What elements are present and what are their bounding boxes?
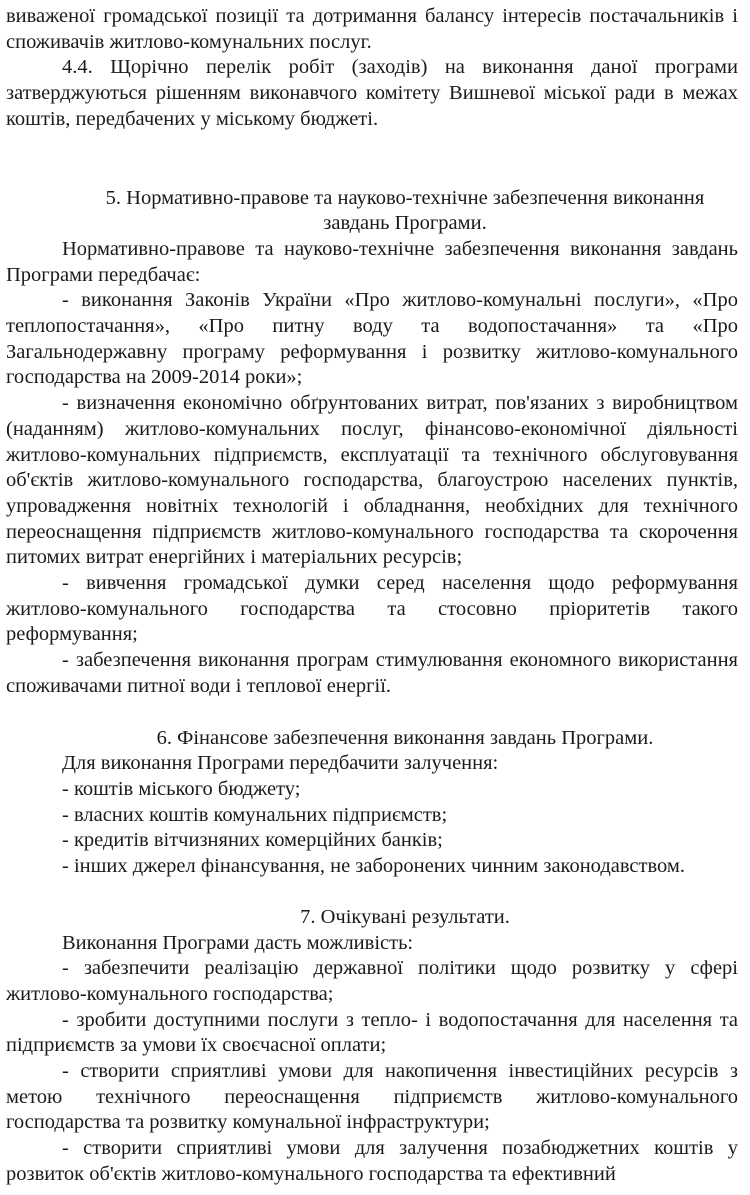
section-6-lead: Для виконання Програми передбачити залучення: [62, 752, 499, 775]
section-7-item: - створити сприятливі умови для накопичення інвестиційних ресурсів з метою технічного переоснащення підприємств житлово-комунального господарства та розвитку комунальної інфраструктури; [6, 1060, 738, 1134]
document-page [6, 4, 738, 1188]
section-7-item: - забезпечити реалізацію державної політики щодо розвитку у сфері житлово-комунального господарства; [6, 957, 738, 1005]
section-6-item: - кредитів вітчизняних комерційних банків; [62, 829, 443, 852]
section-5-item: - виконання Законів України «Про житлово-комунальні послуги», «Про теплопостачання», «Про питну воду та водопостачання» та «Про Загальнодержавну програму реформування і розвитку житлово-комунального господарства на 2009-2014 роки»; [6, 289, 738, 389]
section-5-item: - визначення економічно обґрунтованих витрат, пов'язаних з виробництвом (наданням) житлово-комунальних послуг, фінансово-економічної діяльності житлово-комунальних підприємств, експлуатації та технічного обслуговування об'єктів житлово-комунального господарства, благоустрою населених пунктів, упровадження новітніх технологій і обладнання, необхідних для технічного переоснащення підприємств житлово-комунального господарства та скорочення питомих витрат енергійних і матеріальних ресурсів; [6, 392, 738, 569]
section-6-item: - власних коштів комунальних підприємств; [62, 803, 448, 826]
spacer [6, 700, 738, 726]
section-5-lead: Нормативно-правове та науково-технічне забезпечення виконання завдань Програми передбачає: [6, 237, 738, 286]
section-6-item: - інших джерел фінансування, не заборонених чинним законодавством. [62, 855, 685, 878]
section-6-item: - коштів міського бюджету; [62, 777, 301, 800]
section-6-heading: 6. Фінансове забезпечення виконання завдань Програми. [156, 726, 654, 749]
intro-continuation: виваженої громадської позиції та дотримання балансу інтересів постачальників і споживачів житлово-комунальних послуг. [6, 5, 738, 53]
section-7-item: - створити сприятливі умови для залучення позабюджетних коштів у розвиток об'єктів житлово-комунального господарства та ефективний [6, 1137, 738, 1185]
section-5-item: - забезпечення виконання програм стимулювання економного використання споживачами питної води і теплової енергії. [6, 649, 738, 697]
section-7-lead: Виконання Програми дасть можливість: [62, 931, 414, 954]
spacer [6, 133, 738, 186]
section-7-item: - зробити доступними послуги з тепло- і водопостачання для населення та підприємств за умови їх своєчасної оплати; [6, 1008, 738, 1057]
section-5-item: - вивчення громадської думки серед населення щодо реформування житлово-комунального господарства та стосовно пріоритетів такого реформування; [6, 572, 738, 646]
spacer [6, 880, 738, 905]
section-5-heading: 5. Нормативно-правове та науково-технічне забезпечення виконання завдань Програми. [105, 186, 705, 235]
section-7-heading: 7. Очікувані результати. [300, 905, 510, 928]
item-4-4: 4.4. Щорічно перелік робіт (заходів) на виконання даної програми затверджуються рішенням виконавчого комітету Вишневої міської ради в межах коштів, передбачених у міському бюджеті. [6, 56, 738, 130]
